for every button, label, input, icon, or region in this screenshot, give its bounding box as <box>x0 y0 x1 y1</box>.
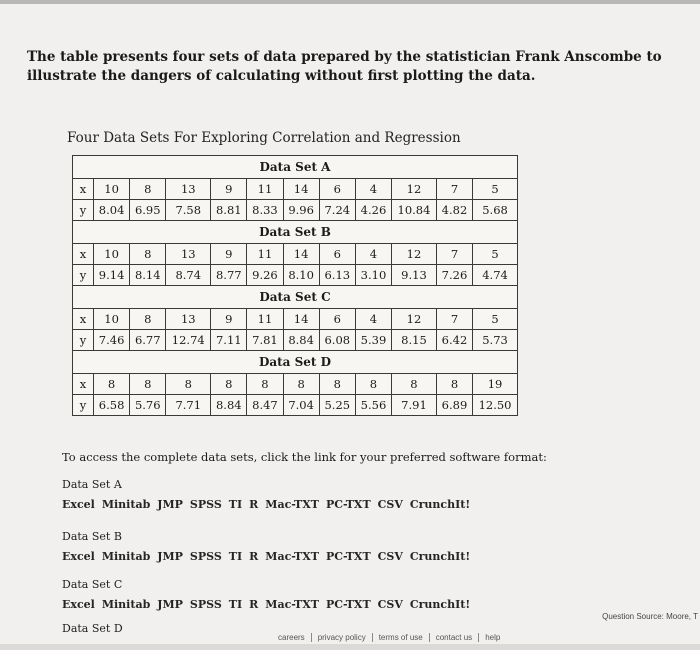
y-value-cell: 4.74 <box>473 265 518 286</box>
y-value-cell: 4.26 <box>355 200 391 221</box>
y-value-cell: 5.73 <box>473 330 518 351</box>
download-link[interactable]: JMP <box>157 550 183 563</box>
download-set-label: Data Set D <box>62 622 123 635</box>
data-row-x <box>73 179 518 200</box>
download-link[interactable]: SPSS <box>189 598 222 611</box>
y-value-cell: 7.91 <box>392 395 437 416</box>
x-value-cell: 5 <box>473 179 518 200</box>
x-value-cell: 13 <box>166 179 211 200</box>
y-value-cell: 6.13 <box>319 265 355 286</box>
x-value-cell: 8 <box>130 179 166 200</box>
y-value-cell: 7.46 <box>94 330 130 351</box>
y-value-cell: 8.47 <box>247 395 283 416</box>
data-row-y <box>73 330 518 351</box>
y-value-cell: 8.81 <box>211 200 247 221</box>
y-label: y <box>73 330 94 351</box>
download-link[interactable]: Excel <box>62 498 95 511</box>
x-value-cell: 11 <box>247 244 283 265</box>
footer-link[interactable]: help <box>478 633 506 642</box>
download-link[interactable]: Minitab <box>101 498 151 511</box>
x-value-cell: 12 <box>392 244 437 265</box>
data-row-x <box>73 309 518 330</box>
footer-link[interactable]: contact us <box>429 633 478 642</box>
x-value-cell: 7 <box>436 244 472 265</box>
y-value-cell: 8.77 <box>211 265 247 286</box>
data-row-x <box>73 244 518 265</box>
download-link[interactable]: PC-TXT <box>325 550 371 563</box>
y-value-cell: 5.39 <box>355 330 391 351</box>
download-link[interactable]: TI <box>228 498 243 511</box>
data-set-header-row <box>73 221 518 244</box>
y-value-cell: 12.50 <box>473 395 518 416</box>
x-value-cell: 8 <box>319 374 355 395</box>
x-value-cell: 7 <box>436 309 472 330</box>
download-set-label: Data Set C <box>62 578 123 591</box>
download-link[interactable]: CrunchIt! <box>409 498 471 511</box>
download-link[interactable]: CSV <box>377 550 403 563</box>
download-link[interactable]: Excel <box>62 550 95 563</box>
download-link[interactable]: JMP <box>157 498 183 511</box>
data-set-header-row <box>73 286 518 309</box>
x-value-cell: 4 <box>355 244 391 265</box>
x-value-cell: 8 <box>94 374 130 395</box>
download-link[interactable]: Mac-TXT <box>265 598 319 611</box>
download-link[interactable]: Excel <box>62 598 95 611</box>
bottom-bar <box>0 644 700 650</box>
y-value-cell: 8.10 <box>283 265 319 286</box>
y-value-cell: 7.24 <box>319 200 355 221</box>
download-set-label: Data Set B <box>62 530 122 543</box>
download-link[interactable]: R <box>249 498 259 511</box>
y-value-cell: 6.42 <box>436 330 472 351</box>
x-value-cell: 11 <box>247 179 283 200</box>
data-set-header-row <box>73 351 518 374</box>
x-value-cell: 8 <box>130 244 166 265</box>
data-set-title: Data Set B <box>73 221 518 244</box>
y-label: y <box>73 395 94 416</box>
x-value-cell: 14 <box>283 179 319 200</box>
download-link[interactable]: CrunchIt! <box>409 550 471 563</box>
x-value-cell: 8 <box>392 374 437 395</box>
y-value-cell: 7.58 <box>166 200 211 221</box>
y-value-cell: 9.96 <box>283 200 319 221</box>
footer-link[interactable]: terms of use <box>372 633 429 642</box>
x-value-cell: 4 <box>355 179 391 200</box>
x-value-cell: 12 <box>392 309 437 330</box>
footer-links <box>278 633 506 642</box>
download-link[interactable]: Mac-TXT <box>265 550 319 563</box>
y-value-cell: 8.15 <box>392 330 437 351</box>
download-block <box>62 478 477 511</box>
y-value-cell: 9.14 <box>94 265 130 286</box>
y-value-cell: 10.84 <box>392 200 437 221</box>
data-set-header-row <box>73 156 518 179</box>
question-source[interactable]: Question Source: Moore, T <box>602 612 698 621</box>
x-value-cell: 6 <box>319 244 355 265</box>
y-value-cell: 8.33 <box>247 200 283 221</box>
x-value-cell: 14 <box>283 244 319 265</box>
x-value-cell: 8 <box>130 309 166 330</box>
x-label: x <box>73 309 94 330</box>
x-value-cell: 8 <box>283 374 319 395</box>
y-value-cell: 5.25 <box>319 395 355 416</box>
download-links <box>62 498 477 511</box>
x-value-cell: 7 <box>436 179 472 200</box>
table-title: Four Data Sets For Exploring Correlation and Regression <box>67 130 461 146</box>
x-value-cell: 19 <box>473 374 518 395</box>
y-value-cell: 7.71 <box>166 395 211 416</box>
download-block <box>62 578 477 611</box>
y-value-cell: 7.81 <box>247 330 283 351</box>
download-link[interactable]: CSV <box>377 598 403 611</box>
y-value-cell: 4.82 <box>436 200 472 221</box>
download-link[interactable]: Minitab <box>101 598 151 611</box>
download-set-label: Data Set A <box>62 478 122 491</box>
x-label: x <box>73 244 94 265</box>
data-row-x <box>73 374 518 395</box>
y-label: y <box>73 200 94 221</box>
x-value-cell: 6 <box>319 179 355 200</box>
x-value-cell: 9 <box>211 309 247 330</box>
data-row-y <box>73 395 518 416</box>
x-value-cell: 9 <box>211 179 247 200</box>
y-value-cell: 3.10 <box>355 265 391 286</box>
x-label: x <box>73 179 94 200</box>
download-block <box>62 622 123 642</box>
x-value-cell: 12 <box>392 179 437 200</box>
x-value-cell: 5 <box>473 309 518 330</box>
x-value-cell: 8 <box>355 374 391 395</box>
y-value-cell: 8.84 <box>283 330 319 351</box>
download-link[interactable]: TI <box>228 550 243 563</box>
data-row-y <box>73 200 518 221</box>
download-link[interactable]: R <box>249 598 259 611</box>
anscombe-table <box>72 155 518 416</box>
x-value-cell: 11 <box>247 309 283 330</box>
download-link[interactable]: PC-TXT <box>325 498 371 511</box>
y-value-cell: 5.76 <box>130 395 166 416</box>
x-label: x <box>73 374 94 395</box>
data-row-y <box>73 265 518 286</box>
download-links <box>62 550 477 563</box>
data-set-title: Data Set C <box>73 286 518 309</box>
download-link[interactable]: CSV <box>377 498 403 511</box>
download-links <box>62 598 477 611</box>
download-link[interactable]: JMP <box>157 598 183 611</box>
download-block <box>62 530 477 563</box>
intro-text: The table presents four sets of data prepared by the statistician Frank Anscombe to illustrate the dangers of calculating without first plotting the data. <box>27 49 662 84</box>
x-value-cell: 10 <box>94 244 130 265</box>
x-value-cell: 4 <box>355 309 391 330</box>
y-value-cell: 6.89 <box>436 395 472 416</box>
download-link[interactable]: CrunchIt! <box>409 598 471 611</box>
footer-link[interactable]: careers <box>278 633 305 642</box>
x-value-cell: 8 <box>436 374 472 395</box>
x-value-cell: 6 <box>319 309 355 330</box>
y-value-cell: 12.74 <box>166 330 211 351</box>
y-value-cell: 8.04 <box>94 200 130 221</box>
download-link[interactable]: Mac-TXT <box>265 498 319 511</box>
x-value-cell: 14 <box>283 309 319 330</box>
y-value-cell: 7.04 <box>283 395 319 416</box>
y-value-cell: 5.56 <box>355 395 391 416</box>
y-value-cell: 9.13 <box>392 265 437 286</box>
data-set-title: Data Set D <box>73 351 518 374</box>
y-value-cell: 6.08 <box>319 330 355 351</box>
download-link[interactable]: R <box>249 550 259 563</box>
x-value-cell: 8 <box>166 374 211 395</box>
x-value-cell: 10 <box>94 179 130 200</box>
y-value-cell: 9.26 <box>247 265 283 286</box>
y-value-cell: 5.68 <box>473 200 518 221</box>
y-value-cell: 6.95 <box>130 200 166 221</box>
x-value-cell: 8 <box>211 374 247 395</box>
x-value-cell: 5 <box>473 244 518 265</box>
download-link[interactable]: Minitab <box>101 550 151 563</box>
y-value-cell: 8.84 <box>211 395 247 416</box>
y-value-cell: 8.74 <box>166 265 211 286</box>
x-value-cell: 13 <box>166 309 211 330</box>
x-value-cell: 8 <box>130 374 166 395</box>
y-value-cell: 6.58 <box>94 395 130 416</box>
y-label: y <box>73 265 94 286</box>
access-text: To access the complete data sets, click the link for your preferred software format: <box>62 450 547 464</box>
footer-link[interactable]: privacy policy <box>311 633 372 642</box>
x-value-cell: 10 <box>94 309 130 330</box>
y-value-cell: 7.11 <box>211 330 247 351</box>
x-value-cell: 13 <box>166 244 211 265</box>
y-value-cell: 6.77 <box>130 330 166 351</box>
download-link[interactable]: PC-TXT <box>325 598 371 611</box>
top-border <box>0 0 700 4</box>
y-value-cell: 7.26 <box>436 265 472 286</box>
download-link[interactable]: TI <box>228 598 243 611</box>
y-value-cell: 8.14 <box>130 265 166 286</box>
x-value-cell: 8 <box>247 374 283 395</box>
data-set-title: Data Set A <box>73 156 518 179</box>
download-link[interactable]: SPSS <box>189 550 222 563</box>
download-link[interactable]: SPSS <box>189 498 222 511</box>
x-value-cell: 9 <box>211 244 247 265</box>
